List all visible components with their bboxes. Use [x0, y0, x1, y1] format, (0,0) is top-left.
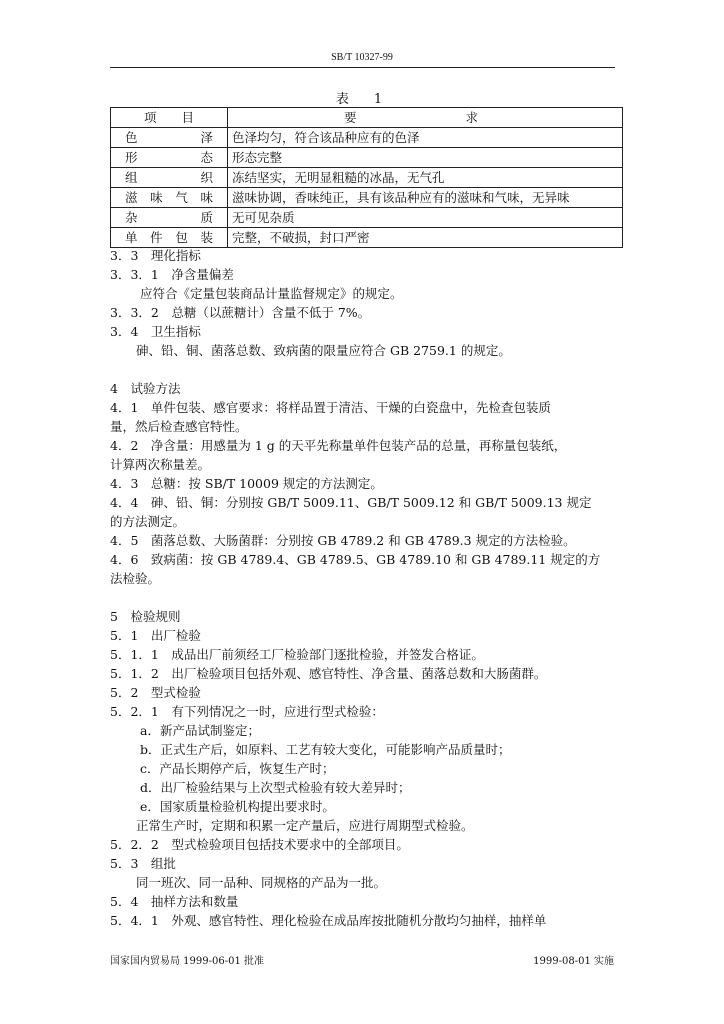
list-item: b．正式生产后，如原料、工艺有较大变化，可能影响产品质量时；	[140, 742, 511, 757]
paragraph-line: 4．5 菌落总数、大肠菌群：分别按 GB 4789.2 和 GB 4789.3 规定的方法检验。	[110, 533, 576, 548]
list-item: c．产品长期停产后，恢复生产时；	[140, 761, 335, 776]
paragraph-line: 5．1．1 成品出厂前须经工厂检验部门逐批检验，并签发合格证。	[110, 647, 484, 662]
paragraph-line: 4．4 砷、铅、铜：分别按 GB/T 5009.11、GB/T 5009.12 和 GB/T 5009.13 规定	[110, 495, 592, 510]
list-item: e．国家质量检验机构提出要求时。	[140, 799, 335, 814]
requirements-table	[110, 107, 623, 248]
implementation-footer: 1999-08-01 实施	[533, 956, 614, 967]
section-heading: 3．4 卫生指标	[110, 324, 201, 339]
table-row	[111, 228, 623, 248]
table-row	[111, 208, 623, 228]
table-row	[111, 128, 623, 148]
chapter-heading: 5 检验规则	[110, 609, 181, 624]
row-value: 无可见杂质	[228, 208, 623, 228]
section-heading: 3．3 理化指标	[110, 248, 201, 263]
row-key: 杂 质	[111, 208, 228, 228]
row-key: 形 态	[111, 148, 228, 168]
paragraph-line: 4．2 净含量：用感量为 1 g 的天平先称量单件包装产品的总量，再称量包装纸，	[110, 438, 567, 453]
row-key: 单件包装	[111, 228, 228, 248]
paragraph-line: 5．4．1 外观、感官特性、理化检验在成品库按批随机分散均匀抽样，抽样单	[110, 913, 547, 928]
section-heading: 5．3 组批	[110, 856, 176, 871]
row-key: 色 泽	[111, 128, 228, 148]
paragraph-line: 同一班次、同一品种、同规格的产品为一批。	[136, 875, 387, 890]
table-row	[111, 188, 623, 208]
table-title: 表 1	[335, 92, 389, 107]
subsection-heading: 3．3．1 净含量偏差	[110, 267, 234, 282]
paragraph-line: 4．3 总糖：按 SB/T 10009 规定的方法测定。	[110, 476, 383, 491]
table-row	[111, 148, 623, 168]
standard-code-header: SB/T 10327-99	[331, 52, 393, 63]
section-heading: 5．1 出厂检验	[110, 628, 201, 643]
header-requirement: 要 求	[228, 108, 623, 128]
header-rule	[110, 67, 615, 68]
paragraph-line: 应符合《定量包装商品计量监督规定》的规定。	[140, 286, 403, 301]
paragraph-line: 量，然后检查感官特性。	[110, 419, 248, 434]
row-value: 冻结坚实，无明显粗糙的冰晶，无气孔	[228, 168, 623, 188]
chapter-heading: 4 试验方法	[110, 381, 181, 396]
table-header-row	[111, 108, 623, 128]
paragraph-line: 3．3．2 总糖（以蔗糖计）含量不低于 7%。	[110, 305, 371, 320]
paragraph-line: 法检验。	[110, 571, 161, 586]
row-value: 完整，不破损，封口严密	[228, 228, 623, 248]
row-key: 组 织	[111, 168, 228, 188]
document-body	[110, 246, 622, 930]
row-value: 滋味协调，香味纯正，具有该品种应有的滋味和气味，无异味	[228, 188, 623, 208]
section-heading: 5．4 抽样方法和数量	[110, 894, 239, 909]
paragraph-line: 砷、铅、铜、菌落总数、致病菌的限量应符合 GB 2759.1 的规定。	[136, 343, 511, 358]
row-value: 形态完整	[228, 148, 623, 168]
list-item: a．新产品试制鉴定；	[140, 723, 260, 738]
row-value: 色泽均匀，符合该品种应有的色泽	[228, 128, 623, 148]
paragraph-line: 的方法测定。	[110, 514, 186, 529]
section-heading: 5．2 型式检验	[110, 685, 201, 700]
paragraph-line: 正常生产时，定期和积累一定产量后，应进行周期型式检验。	[136, 818, 474, 833]
header-item: 项 目	[111, 108, 228, 128]
row-key: 滋味气味	[111, 188, 228, 208]
paragraph-line: 5．1．2 出厂检验项目包括外观、感官特性、净含量、菌落总数和大肠菌群。	[110, 666, 547, 681]
approval-footer: 国家国内贸易局 1999-06-01 批准	[110, 956, 265, 967]
paragraph-line: 5．2．1 有下列情况之一时，应进行型式检验：	[110, 704, 384, 719]
paragraph-line: 4．6 致病菌：按 GB 4789.4、GB 4789.5、GB 4789.10 和 GB 4789.11 规定的方	[110, 552, 601, 567]
table-row	[111, 168, 623, 188]
list-item: d．出厂检验结果与上次型式检验有较大差异时；	[140, 780, 411, 795]
paragraph-line: 计算两次称量差。	[110, 457, 211, 472]
paragraph-line: 4．1 单件包装、感官要求：将样品置于清洁、干燥的白瓷盘中，先检查包装质	[110, 400, 551, 415]
paragraph-line: 5．2．2 型式检验项目包括技术要求中的全部项目。	[110, 837, 409, 852]
